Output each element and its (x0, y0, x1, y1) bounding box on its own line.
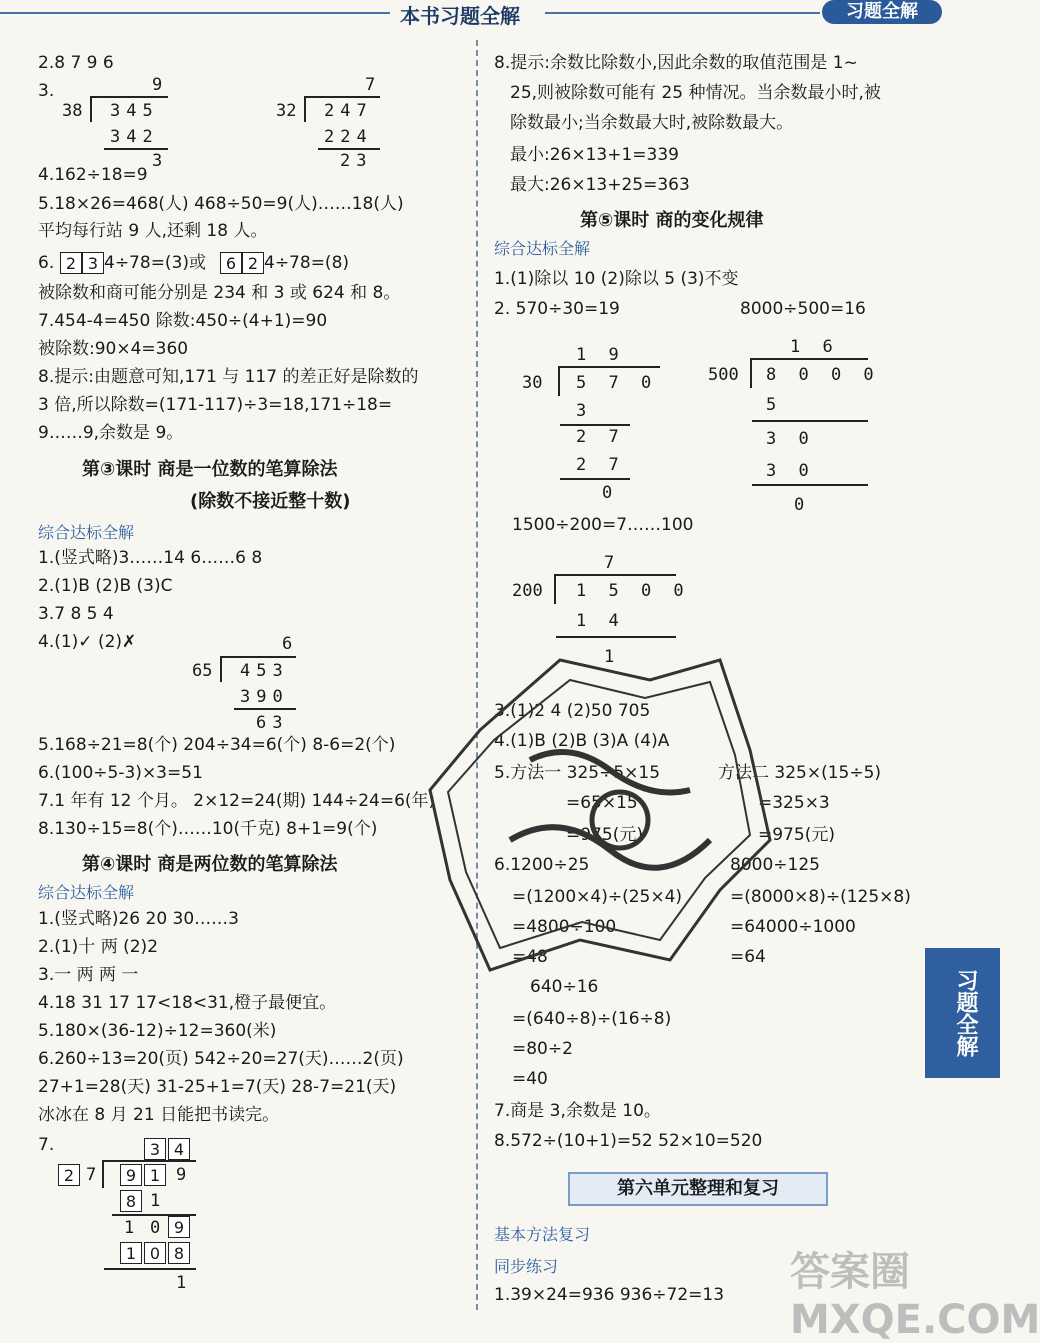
answer-6b: 被除数和商可能分别是 234 和 3 或 624 和 8。 (38, 283, 401, 303)
s5-answer-6c-right: =64000÷1000 (730, 917, 856, 937)
divC-divisor: 200 (512, 581, 543, 601)
div2-product: 224 (324, 127, 373, 147)
s5-answer-1: 1.(1)除以 10 (2)除以 5 (3)不变 (494, 269, 739, 289)
answer-5a: 5.18×26=468(人) 468÷50=9(人)……18(人) (38, 194, 404, 214)
div1-product: 342 (110, 127, 159, 147)
div7-product-2: 1 (150, 1191, 161, 1211)
s5-answer-4: 4.(1)B (2)B (3)A (4)A (494, 731, 670, 751)
s5-answer-5b-method2: =325×3 (758, 793, 830, 813)
s5-answer-5a-method2: 方法二 325×(15÷5) (718, 763, 882, 783)
s4-answer-4: 4.18 31 17 17<18<31,橙子最便宜。 (38, 993, 337, 1013)
answer-8-r-a: 8.提示:余数比除数小,因此余数的取值范围是 1~ (494, 53, 858, 73)
divB-bracket (750, 358, 752, 388)
section-3-subtitle: (除数不接近整十数) (190, 491, 351, 512)
div2-remainder: 23 (340, 151, 373, 171)
section-4-heading: 综合达标全解 (38, 883, 135, 902)
div7-divisor-2: 7 (86, 1165, 97, 1185)
divB-bar (752, 358, 868, 360)
answer-8b: 3 倍,所以除数=(171-117)÷3=18,171÷18= (38, 395, 393, 415)
s5-answer-6b-right: =(8000×8)÷(125×8) (730, 887, 911, 907)
practice-heading: 同步练习 (494, 1257, 559, 1276)
answer-7a: 7.454-4=450 除数:450÷(4+1)=90 (38, 311, 328, 331)
s5-answer-5b: =65×15 (566, 793, 638, 813)
s4-answer-2: 2.(1)十 两 (2)2 (38, 937, 159, 957)
s5-answer-5c-method2: =975(元) (758, 825, 835, 845)
divC-line1 (556, 636, 676, 638)
div3-divisor: 65 (192, 661, 213, 681)
s5-answer-6g: =80÷2 (512, 1039, 573, 1059)
div7-quotient-2: 4 (168, 1138, 190, 1160)
s5-answer-6a-right: 8000÷125 (730, 855, 820, 875)
s5-answer-6d-right: =64 (730, 947, 766, 967)
s5-answer-6b: =(1200×4)÷(25×4) (512, 887, 683, 907)
answer-8a: 8.提示:由题意可知,171 与 117 的差正好是除数的 (38, 367, 419, 387)
s5-answer-2c: 1500÷200=7……100 (512, 515, 694, 535)
unit-6-review-title: 第六单元整理和复习 (568, 1172, 828, 1206)
s5-answer-7: 7.商是 3,余数是 10。 (494, 1101, 661, 1121)
answer-8-r-b: 25,则被除数可能有 25 种情况。当余数最小时,被 (510, 83, 881, 103)
divA-p1: 3 (576, 401, 587, 421)
div7-bar (104, 1160, 196, 1162)
divA-divisor: 30 (522, 373, 543, 393)
s3-answer-1: 1.(竖式略)3……14 6……6 8 (38, 548, 263, 568)
s5-answer-3: 3.(1)2 4 (2)50 705 (494, 701, 651, 721)
divB-remainder: 0 (794, 495, 805, 515)
div3-dividend: 453 (240, 661, 289, 681)
divA-remainder: 0 (602, 483, 613, 503)
s3-answer-2: 2.(1)B (2)B (3)C (38, 576, 173, 596)
s5-answer-5c: =975(元) (566, 825, 643, 845)
div2-bracket (304, 96, 306, 122)
s4-answer-6a: 6.260÷13=20(页) 542÷20=27(天)……2(页) (38, 1049, 404, 1069)
answer-8c: 9……9,余数是 9。 (38, 423, 184, 443)
div3-quotient: 6 (282, 634, 293, 654)
div7-line-2 (104, 1268, 196, 1270)
div1-dividend: 345 (110, 101, 159, 121)
div2-bar (306, 96, 380, 98)
answer-8-r-e: 最大:26×13+25=363 (510, 175, 690, 195)
div7-prod2-3: 8 (168, 1242, 190, 1264)
div1-quotient: 9 (152, 75, 163, 95)
s3-answer-7: 7.1 年有 12 个月。 2×12=24(期) 144÷24=6(年) (38, 791, 436, 811)
divB-quotient: 1 6 (790, 337, 839, 357)
div7-dividend-1: 9 (120, 1164, 142, 1186)
div7-rem1-1: 1 (124, 1218, 135, 1238)
s4-answer-6c: 冰冰在 8 月 21 日能把书读完。 (38, 1105, 280, 1125)
s6-answer-1: 1.39×24=936 936÷72=13 (494, 1285, 725, 1305)
s5-answer-6a: 6.1200÷25 (494, 855, 590, 875)
divC-quotient: 7 (604, 553, 615, 573)
section-5-heading: 综合达标全解 (494, 239, 591, 258)
answer-8-r-d: 最小:26×13+1=339 (510, 145, 679, 165)
s5-answer-6h: =40 (512, 1069, 548, 1089)
seal-stamp (420, 640, 780, 980)
s5-answer-6c: =4800÷100 (512, 917, 617, 937)
s5-answer-2b: 8000÷500=16 (740, 299, 866, 319)
div7-rem1-3: 9 (168, 1216, 190, 1238)
section-3-title: 第③课时 商是一位数的笔算除法 (82, 459, 338, 480)
divB-r1: 3 0 (766, 429, 815, 449)
answer-5b: 平均每行站 9 人,还剩 18 人。 (38, 221, 268, 241)
div3-bar (222, 656, 296, 658)
s5-answer-8: 8.572÷(10+1)=52 52×10=520 (494, 1131, 763, 1151)
div2-quotient: 7 (365, 75, 376, 95)
s3-answer-5: 5.168÷21=8(个) 204÷34=6(个) 8-6=2(个) (38, 735, 396, 755)
divC-bracket (554, 574, 556, 604)
header-badge: 习题全解 (822, 0, 942, 24)
s5-answer-2a: 2. 570÷30=19 (494, 299, 620, 319)
header-rule-right (545, 12, 820, 14)
answer-6a-post: 4÷78=(8) (264, 253, 350, 273)
divB-divisor: 500 (708, 365, 739, 385)
header-rule-left (0, 12, 390, 14)
watermark: 答案圈 MXQE.COM (790, 1249, 1040, 1343)
divA-bracket (558, 366, 560, 396)
section-4-title: 第④课时 商是两位数的笔算除法 (82, 854, 338, 875)
divA-dividend: 5 7 0 (576, 373, 658, 393)
div2-dividend: 247 (324, 101, 373, 121)
answer-7b: 被除数:90×4=360 (38, 339, 189, 359)
divA-r1: 2 7 (576, 427, 625, 447)
answer-3-label: 3. (38, 81, 55, 101)
header-title: 本书习题全解 (400, 4, 520, 28)
div1-divisor: 38 (62, 101, 83, 121)
divB-p2: 3 0 (766, 461, 815, 481)
div7-dividend-2: 1 (144, 1164, 166, 1186)
page-header (0, 0, 1000, 28)
basic-methods-heading: 基本方法复习 (494, 1225, 591, 1244)
answer-6a-mid: 4÷78=(3)或 (104, 253, 207, 273)
s4-answer-3: 3.一 两 两 一 (38, 965, 139, 985)
divB-line2 (752, 484, 868, 486)
s3-answer-8: 8.130÷15=8(个)……10(千克) 8+1=9(个) (38, 819, 378, 839)
div3-product: 390 (240, 687, 289, 707)
div1-bar (92, 96, 168, 98)
div7-prod2-1: 1 (120, 1242, 142, 1264)
s3-answer-3: 3.7 8 5 4 (38, 604, 114, 624)
section-5-title: 第⑤课时 商的变化规律 (580, 210, 764, 231)
answer-6a-box2: 3 (82, 252, 104, 274)
s4-answer-1: 1.(竖式略)26 20 30……3 (38, 909, 240, 929)
div7-product-1: 8 (120, 1190, 142, 1212)
side-tab: 习题全解 (925, 948, 1000, 1078)
divA-quotient: 1 9 (576, 345, 625, 365)
answer-6a-prefix: 6. (38, 253, 55, 273)
div1-bracket (90, 96, 92, 122)
answer-8-r-c: 除数最小;当余数最大时,被除数最大。 (510, 113, 794, 133)
div7-divisor-1: 2 (58, 1164, 80, 1186)
section-3-heading: 综合达标全解 (38, 523, 135, 542)
divC-bar (556, 574, 676, 576)
s5-answer-6e: 640÷16 (530, 977, 599, 997)
answer-6a-box3: 6 (220, 252, 242, 274)
div3-line (234, 708, 296, 710)
divC-dividend: 1 5 0 0 (576, 581, 690, 601)
div7-prod2-2: 0 (144, 1242, 166, 1264)
s5-answer-6d: =48 (512, 947, 548, 967)
s4-answer-6b: 27+1=28(天) 31-25+1=7(天) 28-7=21(天) (38, 1077, 397, 1097)
s3-answer-4: 4.(1)✓ (2)✗ (38, 632, 137, 652)
divB-dividend: 8 0 0 0 (766, 365, 880, 385)
div7-quotient-1: 3 (144, 1138, 166, 1160)
answer-4: 4.162÷18=9 (38, 165, 148, 185)
divB-p1: 5 (766, 395, 777, 415)
divA-line2 (560, 478, 630, 480)
answer-6a-box4: 2 (242, 252, 264, 274)
divC-p1: 1 4 (576, 611, 625, 631)
div7-remainder: 1 (176, 1273, 187, 1293)
divB-line1 (752, 420, 868, 422)
div3-bracket (220, 656, 222, 682)
divA-bar (560, 366, 660, 368)
s5-answer-5a: 5.方法一 325÷5×15 (494, 763, 661, 783)
s4-answer-5: 5.180×(36-12)÷12=360(米) (38, 1021, 277, 1041)
div1-remainder: 3 (152, 151, 163, 171)
divA-p2: 2 7 (576, 455, 625, 475)
answer-6a-box1: 2 (60, 252, 82, 274)
s5-answer-6f: =(640÷8)÷(16÷8) (512, 1009, 672, 1029)
div3-remainder: 63 (256, 713, 289, 733)
s4-answer-7-label: 7. (38, 1135, 55, 1155)
answer-2: 2.8 7 9 6 (38, 53, 114, 73)
div7-rem1-2: 0 (150, 1218, 161, 1238)
s3-answer-6: 6.(100÷5-3)×3=51 (38, 763, 203, 783)
div2-divisor: 32 (276, 101, 297, 121)
div7-bracket (102, 1160, 104, 1188)
div7-dividend-3: 9 (176, 1165, 187, 1185)
divC-remainder: 1 (604, 647, 615, 667)
